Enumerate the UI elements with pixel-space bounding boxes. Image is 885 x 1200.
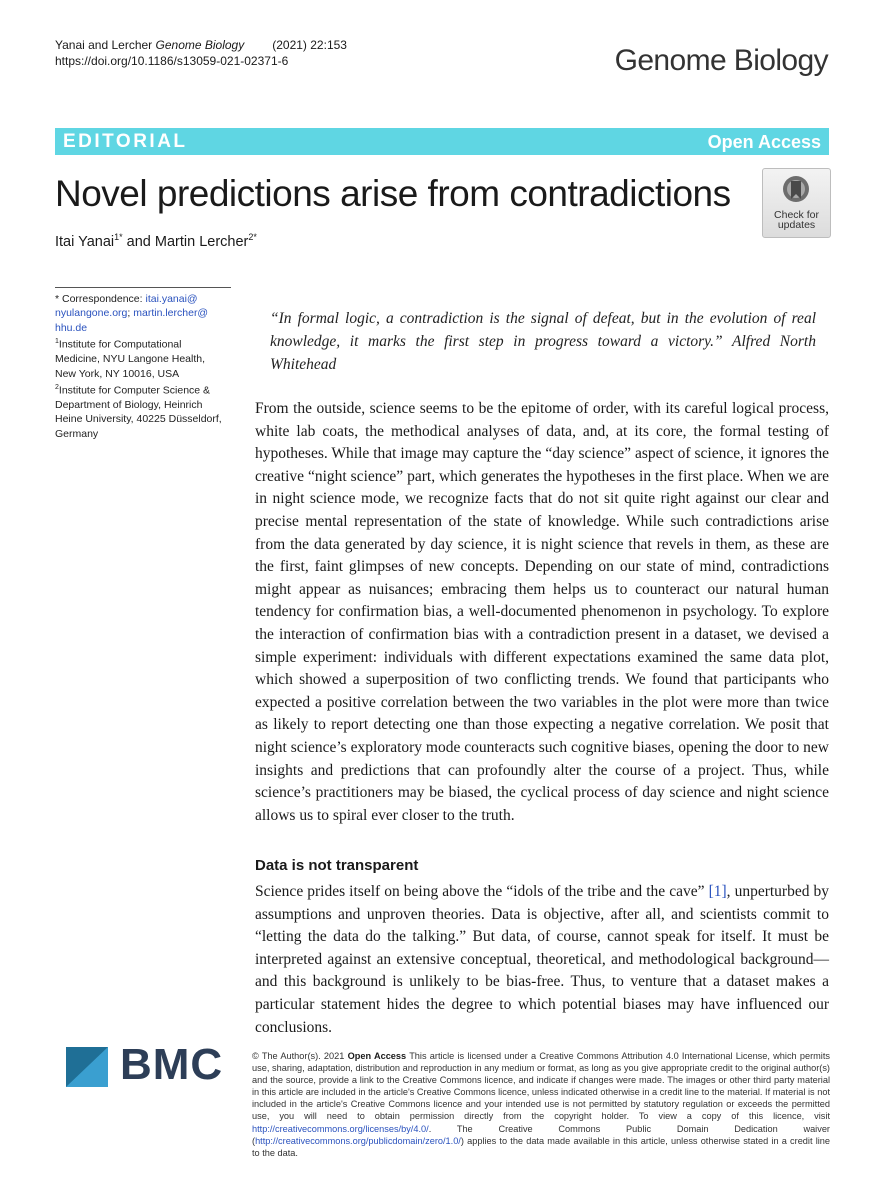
- paragraph-text: Science prides itself on being above the “idols of the tribe and the cave”: [255, 883, 709, 900]
- author-name[interactable]: Itai Yanai: [55, 233, 115, 250]
- citation-link[interactable]: [1]: [708, 883, 727, 900]
- affiliation-line: Institute for Computer Science &: [58, 384, 211, 397]
- bmc-wordmark: BMC: [120, 1040, 224, 1089]
- article-type-banner: [55, 128, 829, 155]
- cfu-line: Check for: [774, 209, 819, 221]
- publisher-logo: [66, 1040, 236, 1090]
- paragraph-text: , unperturbed by assumptions and unproven theories. Data is objective, after all, and scientists commit to “letting the data do the talking.” But data, of course, cannot speak for itself. It must be interpreted against an extensive conceptual, theoretical, and methodological background—and this background is unlikely to be bias-free. Thus, to venture that a dataset makes a particular statement hides the degree to which potential biases may have influenced our conclusions.: [255, 883, 830, 1036]
- body-paragraph: From the outside, science seems to be the epitome of order, with its careful logical process, white lab coats, the methodical analyses of data, and, at its core, the formal testing of hypotheses. While that image may capture the “day science” aspect of science, it ignores the creative “night science” part, which generates the hypotheses in the first place. When we are in night science mode, we recognize facts that do not sit quite right against our clear and precise mental representation of the state of knowledge. While such contradictions arise from the data generated by day science, it is night science that revels in them, as these are the first, faint glimpses of new concepts. Depending on our state of mind, contradictions might appear as nuisances; embracing them helps us to counteract our natural human tendency for confirmation bias, a well-documented phenomenon in psychology. To explore the interaction of confirmation bias with a contradiction present in a dataset, we devised a simple experiment: individuals with different expectations examined the same data plot, which showed a superposition of two conflicting trends. We found that participants who expected a positive correlation between the two variables in the plot were more than twice as likely to report detecting one than those expecting a negative correlation. We posit that night science’s exploratory mode counteracts such cognitive biases, opening the door to new insights and predictions that can profoundly alter the course of a project. Thus, while science’s practitioners may be biased, the cyclical process of day science and night science allows us to spiral ever closer to the truth.: [255, 400, 829, 824]
- header-authors: Yanai and Lercher: [55, 38, 156, 52]
- email-link[interactable]: martin.lercher@: [133, 307, 209, 320]
- license-open-access: Open Access: [347, 1051, 407, 1061]
- license-text: ) applies to the data made available in this article, unless otherwise stated in a credit line to the data.: [252, 1135, 830, 1158]
- license-text: This article is licensed under a Creative Commons Attribution 4.0 International License, which permits use, sharing, adaptation, distribution and reproduction in any medium or format, as long as you give appropriate credit to the original author(s) and the source, provide a link to the Creative Commons licence, and indicate if changes were made. The images or other third party material in this article are included in the article's Creative Commons licence, unless indicated otherwise in a credit line to the material. If material is not included in the article's Creative Commons licence and your intended use is not permitted by statutory regulation or exceeds the permitted use, you will need to obtain permission directly from the copyright holder. To view a copy of this licence, visit: [252, 1051, 830, 1122]
- affiliation-1: [55, 335, 231, 381]
- header-volume: (2021) 22:153: [272, 38, 347, 52]
- email-separator: ;: [127, 307, 134, 320]
- license-notice: [252, 1050, 830, 1159]
- check-for-updates-badge[interactable]: [762, 168, 831, 238]
- license-link[interactable]: http://creativecommons.org/licenses/by/4.0/: [252, 1123, 429, 1134]
- author-list: [55, 232, 257, 250]
- header-journal: Genome Biology: [155, 38, 245, 52]
- affiliation-2: [55, 381, 231, 441]
- affiliation-line: Germany: [55, 427, 99, 440]
- journal-logo: Genome Biology: [614, 44, 828, 77]
- correspondence-sidebar: [55, 287, 231, 441]
- running-header: [55, 37, 347, 69]
- header-doi[interactable]: https://doi.org/10.1186/s13059-021-02371-6: [55, 54, 289, 68]
- license-text: . The Creative Commons Public Domain Dedication waiver (: [252, 1123, 830, 1146]
- article-type-label: EDITORIAL: [63, 131, 188, 152]
- email-link[interactable]: hhu.de: [55, 321, 88, 334]
- affiliation-line: New York, NY 10016, USA: [55, 367, 180, 380]
- bmc-mark-icon: [66, 1047, 108, 1087]
- affiliation-sup: 1: [55, 338, 59, 346]
- body-paragraph: [255, 881, 829, 1039]
- article-title: Novel predictions arise from contradictions: [55, 173, 731, 214]
- author-affiliation-sup: 1*: [114, 232, 123, 242]
- cfu-line: updates: [777, 219, 816, 231]
- check-for-updates-text: [763, 210, 830, 230]
- author-affiliation-sup: 2*: [248, 232, 257, 242]
- epigraph-quote: “In formal logic, a contradiction is the signal of defeat, but in the evolution of real knowledge, it marks the first step in progress toward a victory.” Alfred North Whitehead: [270, 310, 816, 373]
- affiliation-line: Institute for Computational: [58, 338, 182, 351]
- correspondence-label: * Correspondence:: [55, 293, 146, 305]
- email-link[interactable]: itai.yanai@: [145, 293, 198, 305]
- license-link[interactable]: http://creativecommons.org/publicdomain/zero/1.0/: [255, 1135, 461, 1146]
- affiliation-line: Heine University, 40225 Düsseldorf,: [55, 413, 222, 426]
- email-link[interactable]: nyulangone.org: [55, 307, 128, 320]
- section-heading: Data is not transparent: [255, 857, 419, 874]
- affiliation-sup: 2: [55, 383, 59, 391]
- author-name[interactable]: Martin Lercher: [154, 233, 249, 250]
- author-separator: and: [122, 233, 155, 250]
- license-text: © The Author(s). 2021: [252, 1051, 348, 1061]
- bookmark-icon: [781, 174, 811, 208]
- open-access-label: Open Access: [707, 132, 821, 152]
- correspondence: [55, 292, 231, 335]
- affiliation-line: Medicine, NYU Langone Health,: [55, 353, 206, 366]
- citation-line: [55, 37, 347, 53]
- affiliation-line: Department of Biology, Heinrich: [55, 398, 203, 411]
